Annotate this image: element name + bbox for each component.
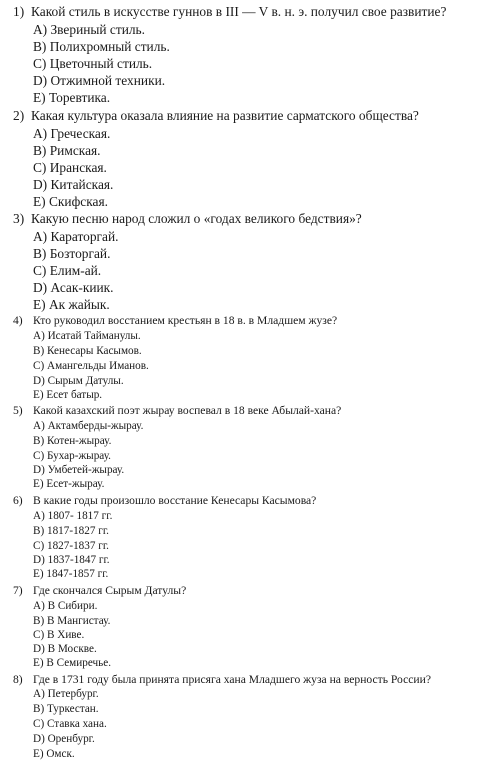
answer-option-c: С) Елим-ай. xyxy=(33,263,102,278)
answer-option-a: А) Актамберды-жырау. xyxy=(33,420,144,432)
question-number: 1) xyxy=(13,4,25,19)
answer-option-b: В) Римская. xyxy=(33,143,101,158)
answer-option-d: D) В Москве. xyxy=(33,643,97,655)
answer-option-a: А) Исатай Тайманулы. xyxy=(33,330,141,342)
question-text: Какой казахский поэт жырау воспевал в 18 веке Абылай-хана? xyxy=(33,404,342,417)
answer-option-e: Е) Торевтика. xyxy=(33,90,111,105)
answer-option-e: Е) Ак жайык. xyxy=(33,297,110,312)
answer-option-c: С) Цветочный стиль. xyxy=(33,56,153,71)
question-number: 2) xyxy=(13,108,25,123)
answer-option-b: В) Полихромный стиль. xyxy=(33,39,170,54)
question-6-header xyxy=(13,494,316,507)
question-2-header xyxy=(13,108,419,124)
question-text: Где скончался Сырым Датулы? xyxy=(33,584,187,597)
answer-option-a: А) В Сибири. xyxy=(33,600,98,612)
answer-option-a: А) Звериный стиль. xyxy=(33,22,146,37)
answer-option-c: С) 1827-1837 гг. xyxy=(33,540,109,552)
answer-option-d: D) 1837-1847 гг. xyxy=(33,554,110,566)
answer-option-e: Е) Есет-жырау. xyxy=(33,478,105,490)
answer-option-b: В) Котен-жырау. xyxy=(33,435,112,447)
answer-option-d: D) Умбетей-жырау. xyxy=(33,464,125,476)
answer-option-c: С) Бухар-жырау. xyxy=(33,450,111,462)
question-text: Какой стиль в искусстве гуннов в III — V в. н. э. получил свое развитие? xyxy=(31,4,447,19)
question-1-header xyxy=(13,4,446,20)
question-number: 5) xyxy=(13,404,23,417)
question-5-header xyxy=(13,404,341,417)
question-number: 4) xyxy=(13,314,23,327)
question-text: Где в 1731 году была принята присяга хана Младшего жуза на верность России? xyxy=(33,673,431,686)
answer-option-a: А) Караторгай. xyxy=(33,229,119,244)
question-text: В какие годы произошло восстание Кенесары Касымова? xyxy=(33,494,317,507)
answer-option-c: С) Иранская. xyxy=(33,160,107,175)
answer-option-b: В) В Мангистау. xyxy=(33,615,111,627)
answer-option-b: В) Кенесары Касымов. xyxy=(33,345,142,357)
answer-option-e: Е) Скифская. xyxy=(33,194,108,209)
question-text: Какая культура оказала влияние на развитие сарматского общества? xyxy=(31,108,419,123)
answer-option-b: В) Бозторгай. xyxy=(33,246,111,261)
question-3-header xyxy=(13,211,362,227)
question-number: 8) xyxy=(13,673,23,686)
answer-option-c: С) Ставка хана. xyxy=(33,718,107,730)
answer-option-e: Е) 1847-1857 гг. xyxy=(33,568,109,580)
answer-option-d: D) Сырым Датулы. xyxy=(33,375,124,387)
answer-option-a: А) 1807- 1817 гг. xyxy=(33,510,113,522)
answer-option-e: Е) Есет батыр. xyxy=(33,389,103,401)
answer-option-a: А) Петербург. xyxy=(33,688,99,700)
answer-option-e: Е) Омск. xyxy=(33,748,75,760)
answer-option-c: С) В Хиве. xyxy=(33,629,85,641)
answer-option-b: В) Туркестан. xyxy=(33,703,99,715)
question-number: 3) xyxy=(13,211,25,226)
question-8-header xyxy=(13,673,431,686)
question-7-header xyxy=(13,584,186,597)
question-text: Какую песню народ сложил о «годах великого бедствия»? xyxy=(31,211,362,226)
answer-option-c: С) Амангельды Иманов. xyxy=(33,360,149,372)
answer-option-d: D) Асак-киик. xyxy=(33,280,114,295)
answer-option-d: D) Отжимной техники. xyxy=(33,73,166,88)
answer-option-e: Е) В Семиречье. xyxy=(33,657,112,669)
answer-option-d: D) Китайская. xyxy=(33,177,114,192)
question-4-header xyxy=(13,314,337,327)
answer-option-d: D) Оренбург. xyxy=(33,733,95,745)
question-text: Кто руководил восстанием крестьян в 18 в. в Младшем жузе? xyxy=(33,314,338,327)
question-number: 6) xyxy=(13,494,23,507)
answer-option-b: В) 1817-1827 гг. xyxy=(33,525,109,537)
answer-option-a: А) Греческая. xyxy=(33,126,111,141)
question-number: 7) xyxy=(13,584,23,597)
